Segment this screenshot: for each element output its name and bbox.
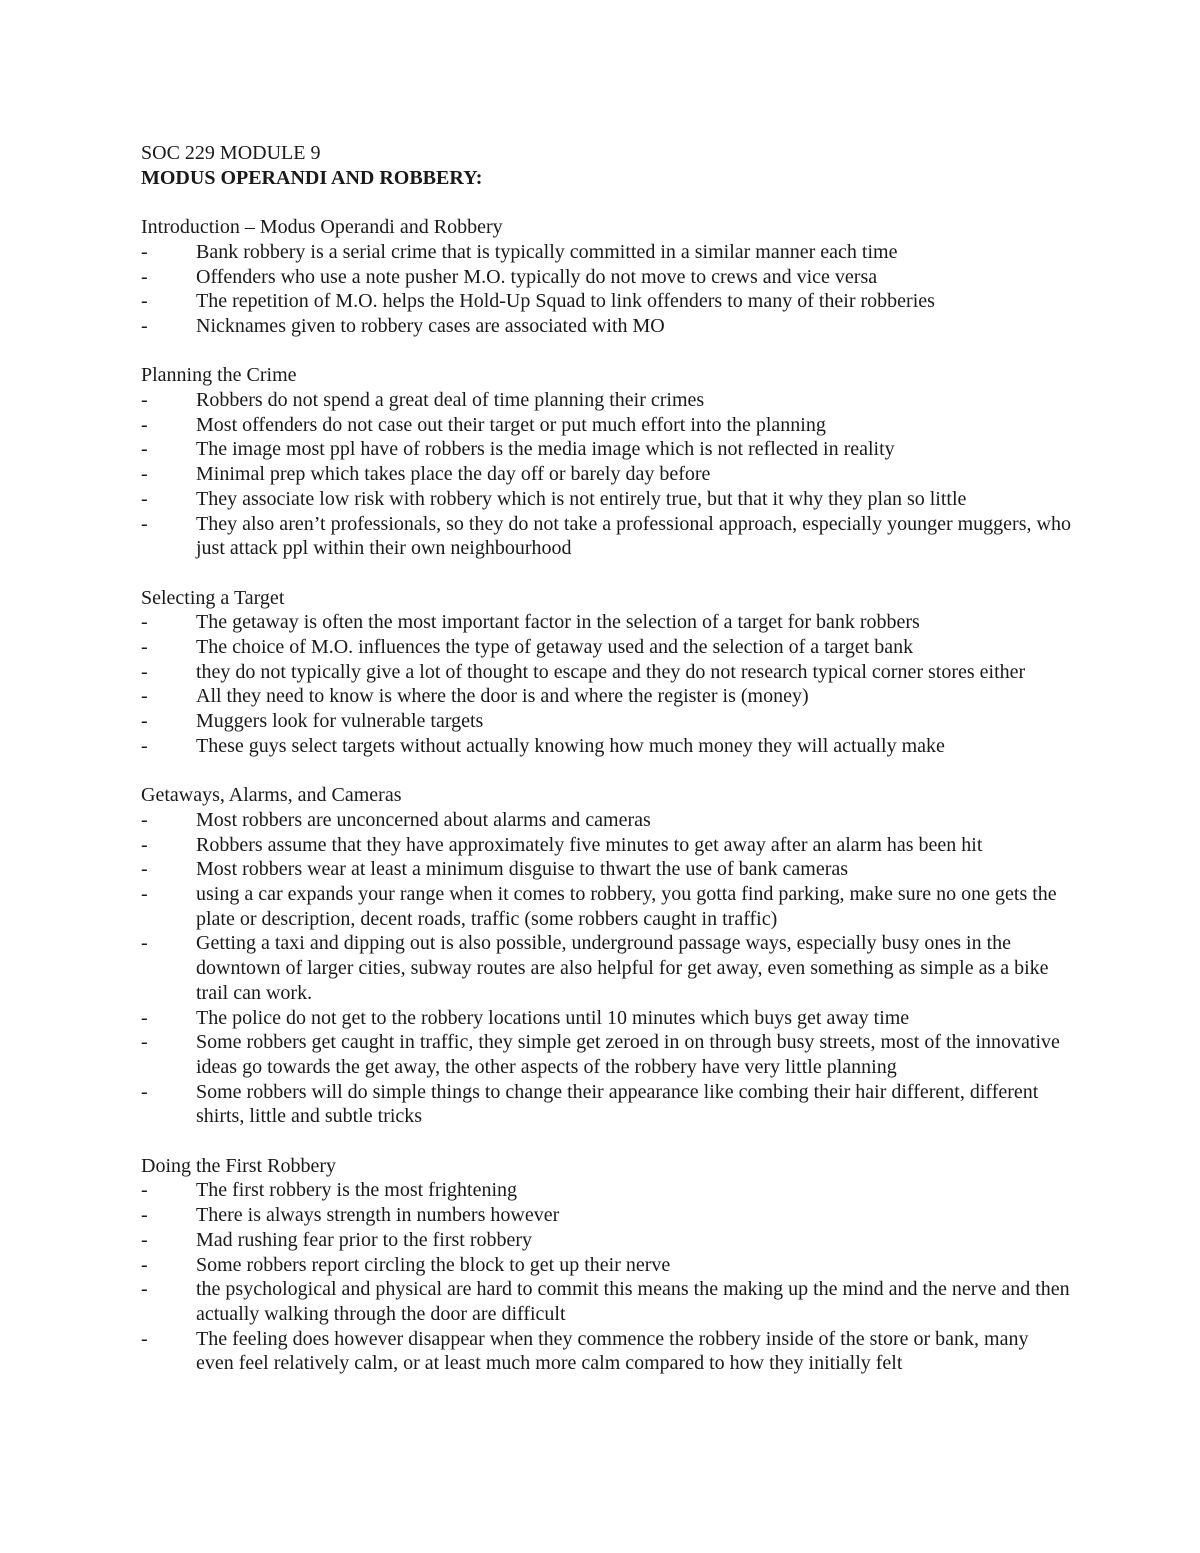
bullet-marker: - (141, 636, 148, 659)
list-item-text: Nicknames given to robbery cases are associated with MO (196, 314, 665, 337)
section-title: Doing the First Robbery (141, 1154, 336, 1177)
bullet-list (141, 1178, 1071, 1376)
list-item-text: Getting a taxi and dipping out is also possible, underground passage ways, especially busy ones in the downtown of larger cities, subway routes are also helpful for get away, even something as simple as a bike trail can work. (196, 932, 1049, 1004)
bullet-marker: - (141, 1204, 148, 1227)
bullet-marker: - (141, 290, 148, 313)
list-item (141, 833, 1071, 858)
list-item-text: They also aren’t professionals, so they do not take a professional approach, especially younger muggers, who just attack ppl within their own neighbourhood (196, 512, 1071, 560)
list-item (141, 413, 1071, 438)
bullet-marker: - (141, 512, 148, 535)
bullet-marker: - (141, 314, 148, 337)
section-first-robbery (141, 1154, 1071, 1376)
list-item (141, 289, 1071, 314)
list-item (141, 437, 1071, 462)
list-item (141, 462, 1071, 487)
list-item (141, 1030, 1071, 1079)
list-item-text: Some robbers report circling the block to get up their nerve (196, 1253, 671, 1276)
list-item-text: The feeling does however disappear when they commence the robbery inside of the store or bank, many even feel relatively calm, or at least much more calm compared to how they initially felt (196, 1327, 1029, 1375)
section-target (141, 586, 1071, 759)
list-item (141, 314, 1071, 339)
list-item (141, 931, 1071, 1005)
list-item (141, 240, 1071, 265)
list-item-text: Offenders who use a note pusher M.O. typically do not move to crews and vice versa (196, 265, 878, 288)
list-item (141, 1006, 1071, 1031)
section-title: Introduction – Modus Operandi and Robbery (141, 216, 503, 239)
spacer (141, 190, 1071, 215)
list-item-text: Robbers do not spend a great deal of time planning their crimes (196, 389, 705, 411)
bullet-marker: - (141, 1253, 148, 1276)
bullet-marker: - (141, 413, 148, 436)
list-item (141, 1228, 1071, 1253)
list-item-text: There is always strength in numbers however (196, 1204, 560, 1227)
bullet-marker: - (141, 265, 148, 288)
list-item (141, 1178, 1071, 1203)
list-item-text: These guys select targets without actually knowing how much money they will actually make (196, 734, 945, 757)
section-planning (141, 363, 1071, 561)
bullet-marker: - (141, 438, 148, 461)
list-item-text: The getaway is often the most important factor in the selection of a target for bank robbers (196, 611, 920, 634)
bullet-marker: - (141, 833, 148, 856)
list-item (141, 684, 1071, 709)
bullet-marker: - (141, 710, 148, 733)
main-title: MODUS OPERANDI AND ROBBERY: (141, 166, 483, 189)
list-item (141, 882, 1071, 931)
bullet-marker: - (141, 660, 148, 683)
list-item-text: The image most ppl have of robbers is the media image which is not reflected in reality (196, 438, 895, 461)
bullet-marker: - (141, 685, 148, 708)
list-item (141, 660, 1071, 685)
list-item (141, 610, 1071, 635)
list-item-text: Most robbers wear at least a minimum disguise to thwart the use of bank cameras (196, 858, 849, 881)
list-item (141, 1277, 1071, 1326)
list-item-text: the psychological and physical are hard to commit this means the making up the mind and the nerve and then actually walking through the door are difficult (196, 1278, 1070, 1325)
list-item-text: Bank robbery is a serial crime that is typically committed in a similar manner each time (196, 240, 898, 263)
list-item (141, 734, 1071, 759)
spacer (141, 339, 1071, 364)
bullet-marker: - (141, 1080, 148, 1103)
bullet-marker: - (141, 487, 148, 510)
bullet-list (141, 388, 1071, 561)
bullet-marker: - (141, 883, 148, 906)
section-intro (141, 215, 1071, 339)
bullet-marker: - (141, 734, 148, 757)
section-title: Selecting a Target (141, 586, 285, 609)
bullet-list (141, 808, 1071, 1129)
bullet-marker: - (141, 463, 148, 486)
list-item-text: they do not typically give a lot of thought to escape and they do not research typical corner stores either (196, 660, 1026, 683)
section-title: Getaways, Alarms, and Cameras (141, 784, 402, 807)
list-item (141, 487, 1071, 512)
list-item-text: The police do not get to the robbery locations until 10 minutes which buys get away time (196, 1006, 910, 1029)
spacer (141, 1129, 1071, 1154)
bullet-marker: - (141, 1179, 148, 1202)
list-item-text: Most robbers are unconcerned about alarms and cameras (196, 808, 651, 831)
list-item (141, 808, 1071, 833)
course-line: SOC 229 MODULE 9 (141, 142, 321, 164)
list-item (141, 635, 1071, 660)
list-item (141, 512, 1071, 561)
list-item-text: The choice of M.O. influences the type of getaway used and the selection of a target bank (196, 636, 914, 659)
list-item-text: Minimal prep which takes place the day off or barely day before (196, 463, 711, 486)
bullet-marker: - (141, 1031, 148, 1054)
bullet-list (141, 610, 1071, 758)
bullet-marker: - (141, 1006, 148, 1029)
bullet-list (141, 240, 1071, 339)
list-item-text: The repetition of M.O. helps the Hold-Up Squad to link offenders to many of their robberies (196, 290, 935, 313)
list-item (141, 388, 1071, 413)
bullet-marker: - (141, 611, 148, 634)
list-item (141, 709, 1071, 734)
bullet-marker: - (141, 1278, 148, 1301)
bullet-marker: - (141, 240, 148, 263)
list-item (141, 857, 1071, 882)
section-getaways (141, 783, 1071, 1129)
list-item-text: The first robbery is the most frightening (196, 1179, 518, 1202)
bullet-marker: - (141, 1327, 148, 1350)
list-item-text: All they need to know is where the door is and where the register is (money) (196, 685, 809, 708)
bullet-marker: - (141, 858, 148, 881)
spacer (141, 561, 1071, 586)
list-item-text: They associate low risk with robbery which is not entirely true, but that it why they plan so little (196, 487, 967, 510)
bullet-marker: - (141, 1228, 148, 1251)
document-page (141, 141, 1071, 1376)
bullet-marker: - (141, 389, 148, 411)
list-item (141, 1327, 1071, 1376)
list-item (141, 1203, 1071, 1228)
list-item-text: Muggers look for vulnerable targets (196, 710, 484, 733)
list-item (141, 265, 1071, 290)
list-item (141, 1080, 1071, 1129)
list-item (141, 1253, 1071, 1278)
spacer (141, 759, 1071, 784)
list-item-text: Mad rushing fear prior to the first robbery (196, 1228, 533, 1251)
bullet-marker: - (141, 932, 148, 955)
list-item-text: Some robbers will do simple things to change their appearance like combing their hair different, different shirts, little and subtle tricks (196, 1080, 1039, 1128)
section-title: Planning the Crime (141, 364, 297, 387)
list-item-text: Some robbers get caught in traffic, they simple get zeroed in on through busy streets, most of the innovative ideas go towards the get away, the other aspects of the robbery have very little planning (196, 1031, 1060, 1078)
list-item-text: Most offenders do not case out their target or put much effort into the planning (196, 413, 826, 436)
bullet-marker: - (141, 808, 148, 831)
list-item-text: Robbers assume that they have approximately five minutes to get away after an alarm has been hit (196, 833, 983, 856)
list-item-text: using a car expands your range when it comes to robbery, you gotta find parking, make sure no one gets the plate or description, decent roads, traffic (some robbers caught in traffic) (196, 883, 1057, 930)
